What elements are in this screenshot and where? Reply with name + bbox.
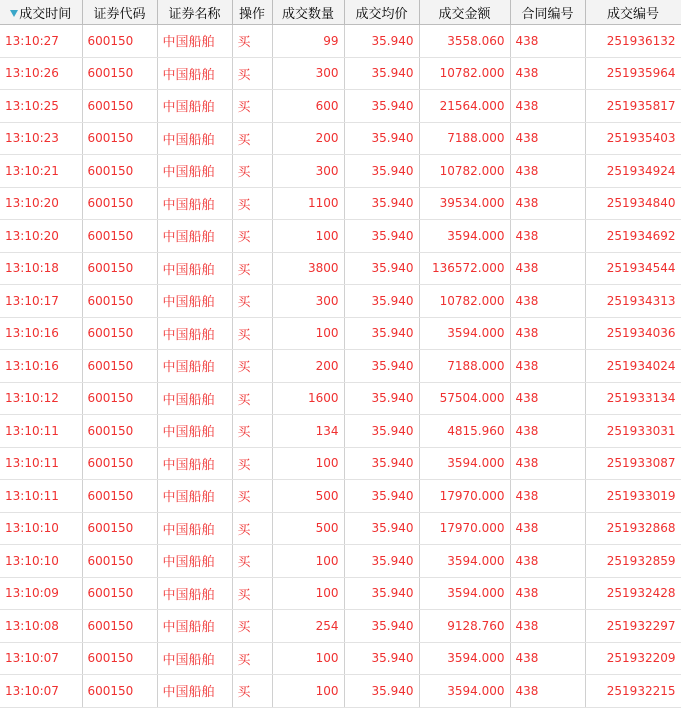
table-row[interactable]: [0, 25, 681, 58]
operation-cell: 买: [232, 220, 272, 253]
trade-number-cell: 251932428: [585, 577, 681, 610]
quantity-cell: 500: [272, 512, 344, 545]
contract-number-cell: 438: [510, 545, 585, 578]
security-code-cell: 600150: [82, 610, 157, 643]
column-header-contract-number[interactable]: 合同编号: [510, 0, 585, 25]
column-header-security-name[interactable]: 证券名称: [157, 0, 232, 25]
contract-number-cell: 438: [510, 317, 585, 350]
amount-cell: 3594.000: [419, 675, 510, 708]
contract-number-cell: 438: [510, 382, 585, 415]
contract-number-cell: 438: [510, 25, 585, 58]
column-header-security-code[interactable]: 证券代码: [82, 0, 157, 25]
table-row[interactable]: [0, 545, 681, 578]
trade-number-cell: 251934313: [585, 285, 681, 318]
security-code-cell: 600150: [82, 382, 157, 415]
trade-time-cell: 13:10:16: [0, 317, 82, 350]
trade-number-cell: 251935817: [585, 90, 681, 123]
trade-number-cell: 251935403: [585, 122, 681, 155]
trade-number-cell: 251934024: [585, 350, 681, 383]
security-name-cell: 中国船舶: [157, 642, 232, 675]
quantity-cell: 200: [272, 122, 344, 155]
security-code-cell: 600150: [82, 447, 157, 480]
operation-cell: 买: [232, 122, 272, 155]
operation-cell: 买: [232, 90, 272, 123]
amount-cell: 7188.000: [419, 122, 510, 155]
avg-price-cell: 35.940: [344, 155, 419, 188]
avg-price-cell: 35.940: [344, 382, 419, 415]
quantity-cell: 254: [272, 610, 344, 643]
security-name-cell: 中国船舶: [157, 252, 232, 285]
avg-price-cell: 35.940: [344, 675, 419, 708]
contract-number-cell: 438: [510, 447, 585, 480]
trade-number-cell: 251936132: [585, 25, 681, 58]
security-name-cell: 中国船舶: [157, 57, 232, 90]
avg-price-cell: 35.940: [344, 577, 419, 610]
contract-number-cell: 438: [510, 122, 585, 155]
operation-cell: 买: [232, 610, 272, 643]
trade-number-cell: 251932215: [585, 675, 681, 708]
table-row[interactable]: [0, 382, 681, 415]
contract-number-cell: 438: [510, 480, 585, 513]
triangle-down-icon: [10, 10, 18, 17]
amount-cell: 4815.960: [419, 415, 510, 448]
security-code-cell: 600150: [82, 642, 157, 675]
contract-number-cell: 438: [510, 187, 585, 220]
security-code-cell: 600150: [82, 57, 157, 90]
avg-price-cell: 35.940: [344, 610, 419, 643]
trade-time-cell: 13:10:10: [0, 545, 82, 578]
trade-number-cell: 251934036: [585, 317, 681, 350]
amount-cell: 10782.000: [419, 285, 510, 318]
quantity-cell: 300: [272, 57, 344, 90]
avg-price-cell: 35.940: [344, 415, 419, 448]
avg-price-cell: 35.940: [344, 512, 419, 545]
amount-cell: 10782.000: [419, 155, 510, 188]
contract-number-cell: 438: [510, 90, 585, 123]
security-code-cell: 600150: [82, 512, 157, 545]
amount-cell: 9128.760: [419, 610, 510, 643]
table-row[interactable]: [0, 187, 681, 220]
column-header-trade-number[interactable]: 成交编号: [585, 0, 681, 25]
quantity-cell: 100: [272, 642, 344, 675]
security-name-cell: 中国船舶: [157, 512, 232, 545]
operation-cell: 买: [232, 415, 272, 448]
trade-time-cell: 13:10:27: [0, 25, 82, 58]
security-name-cell: 中国船舶: [157, 317, 232, 350]
avg-price-cell: 35.940: [344, 122, 419, 155]
security-name-cell: 中国船舶: [157, 90, 232, 123]
amount-cell: 3594.000: [419, 447, 510, 480]
contract-number-cell: 438: [510, 642, 585, 675]
security-code-cell: 600150: [82, 415, 157, 448]
table-body: [0, 25, 681, 708]
table-row[interactable]: [0, 285, 681, 318]
security-name-cell: 中国船舶: [157, 285, 232, 318]
operation-cell: 买: [232, 252, 272, 285]
operation-cell: 买: [232, 642, 272, 675]
trade-number-cell: 251934692: [585, 220, 681, 253]
table-row[interactable]: [0, 610, 681, 643]
table-row[interactable]: [0, 642, 681, 675]
quantity-cell: 100: [272, 675, 344, 708]
trade-time-cell: 13:10:20: [0, 220, 82, 253]
trade-number-cell: 251935964: [585, 57, 681, 90]
security-code-cell: 600150: [82, 90, 157, 123]
column-header-trade-time[interactable]: 成交时间: [0, 0, 82, 25]
amount-cell: 10782.000: [419, 57, 510, 90]
column-header-amount[interactable]: 成交金额: [419, 0, 510, 25]
security-name-cell: 中国船舶: [157, 155, 232, 188]
quantity-cell: 134: [272, 415, 344, 448]
table-row[interactable]: [0, 57, 681, 90]
security-name-cell: 中国船舶: [157, 122, 232, 155]
table-row[interactable]: [0, 447, 681, 480]
amount-cell: 21564.000: [419, 90, 510, 123]
trade-time-cell: 13:10:12: [0, 382, 82, 415]
table-row[interactable]: [0, 220, 681, 253]
trade-time-cell: 13:10:11: [0, 480, 82, 513]
security-code-cell: 600150: [82, 220, 157, 253]
operation-cell: 买: [232, 317, 272, 350]
trade-time-cell: 13:10:16: [0, 350, 82, 383]
table-row[interactable]: [0, 122, 681, 155]
quantity-cell: 3800: [272, 252, 344, 285]
quantity-cell: 300: [272, 155, 344, 188]
operation-cell: 买: [232, 675, 272, 708]
amount-cell: 7188.000: [419, 350, 510, 383]
contract-number-cell: 438: [510, 285, 585, 318]
trade-time-cell: 13:10:25: [0, 90, 82, 123]
security-code-cell: 600150: [82, 25, 157, 58]
table-row[interactable]: [0, 415, 681, 448]
operation-cell: 买: [232, 512, 272, 545]
amount-cell: 3594.000: [419, 642, 510, 675]
column-header-operation[interactable]: 操作: [232, 0, 272, 25]
quantity-cell: 100: [272, 545, 344, 578]
quantity-cell: 99: [272, 25, 344, 58]
table-row[interactable]: [0, 675, 681, 708]
security-name-cell: 中国船舶: [157, 577, 232, 610]
trade-time-cell: 13:10:18: [0, 252, 82, 285]
contract-number-cell: 438: [510, 252, 585, 285]
security-name-cell: 中国船舶: [157, 350, 232, 383]
avg-price-cell: 35.940: [344, 480, 419, 513]
table-row[interactable]: [0, 350, 681, 383]
avg-price-cell: 35.940: [344, 285, 419, 318]
security-code-cell: 600150: [82, 122, 157, 155]
contract-number-cell: 438: [510, 512, 585, 545]
operation-cell: 买: [232, 545, 272, 578]
security-name-cell: 中国船舶: [157, 382, 232, 415]
operation-cell: 买: [232, 350, 272, 383]
amount-cell: 3594.000: [419, 220, 510, 253]
operation-cell: 买: [232, 577, 272, 610]
avg-price-cell: 35.940: [344, 90, 419, 123]
security-name-cell: 中国船舶: [157, 220, 232, 253]
table-row[interactable]: [0, 155, 681, 188]
contract-number-cell: 438: [510, 415, 585, 448]
avg-price-cell: 35.940: [344, 545, 419, 578]
trade-time-cell: 13:10:26: [0, 57, 82, 90]
amount-cell: 17970.000: [419, 480, 510, 513]
table-row[interactable]: [0, 90, 681, 123]
table-row[interactable]: [0, 252, 681, 285]
security-code-cell: 600150: [82, 545, 157, 578]
security-code-cell: 600150: [82, 285, 157, 318]
table-row[interactable]: [0, 512, 681, 545]
trade-number-cell: 251934544: [585, 252, 681, 285]
operation-cell: 买: [232, 187, 272, 220]
amount-cell: 57504.000: [419, 382, 510, 415]
trade-number-cell: 251933031: [585, 415, 681, 448]
avg-price-cell: 35.940: [344, 317, 419, 350]
quantity-cell: 1100: [272, 187, 344, 220]
trade-time-cell: 13:10:17: [0, 285, 82, 318]
avg-price-cell: 35.940: [344, 447, 419, 480]
quantity-cell: 100: [272, 577, 344, 610]
security-name-cell: 中国船舶: [157, 25, 232, 58]
quantity-cell: 100: [272, 447, 344, 480]
operation-cell: 买: [232, 155, 272, 188]
security-code-cell: 600150: [82, 577, 157, 610]
security-name-cell: 中国船舶: [157, 187, 232, 220]
avg-price-cell: 35.940: [344, 220, 419, 253]
quantity-cell: 1600: [272, 382, 344, 415]
trade-time-cell: 13:10:11: [0, 447, 82, 480]
avg-price-cell: 35.940: [344, 57, 419, 90]
table-row[interactable]: [0, 317, 681, 350]
contract-number-cell: 438: [510, 577, 585, 610]
amount-cell: 3594.000: [419, 545, 510, 578]
security-code-cell: 600150: [82, 480, 157, 513]
avg-price-cell: 35.940: [344, 350, 419, 383]
operation-cell: 买: [232, 447, 272, 480]
quantity-cell: 600: [272, 90, 344, 123]
security-name-cell: 中国船舶: [157, 610, 232, 643]
quantity-cell: 300: [272, 285, 344, 318]
security-code-cell: 600150: [82, 187, 157, 220]
amount-cell: 136572.000: [419, 252, 510, 285]
security-name-cell: 中国船舶: [157, 675, 232, 708]
amount-cell: 17970.000: [419, 512, 510, 545]
trade-number-cell: 251932209: [585, 642, 681, 675]
contract-number-cell: 438: [510, 675, 585, 708]
security-code-cell: 600150: [82, 155, 157, 188]
trade-time-cell: 13:10:07: [0, 675, 82, 708]
security-name-cell: 中国船舶: [157, 480, 232, 513]
security-code-cell: 600150: [82, 675, 157, 708]
column-header-quantity[interactable]: 成交数量: [272, 0, 344, 25]
security-name-cell: 中国船舶: [157, 447, 232, 480]
trade-time-cell: 13:10:10: [0, 512, 82, 545]
amount-cell: 3594.000: [419, 317, 510, 350]
operation-cell: 买: [232, 57, 272, 90]
quantity-cell: 100: [272, 220, 344, 253]
trade-number-cell: 251932868: [585, 512, 681, 545]
security-code-cell: 600150: [82, 317, 157, 350]
trade-number-cell: 251933087: [585, 447, 681, 480]
trade-number-cell: 251932859: [585, 545, 681, 578]
security-name-cell: 中国船舶: [157, 415, 232, 448]
operation-cell: 买: [232, 480, 272, 513]
trade-number-cell: 251932297: [585, 610, 681, 643]
trade-time-cell: 13:10:20: [0, 187, 82, 220]
header-row: [0, 0, 681, 25]
operation-cell: 买: [232, 285, 272, 318]
security-name-cell: 中国船舶: [157, 545, 232, 578]
trade-time-cell: 13:10:09: [0, 577, 82, 610]
amount-cell: 3558.060: [419, 25, 510, 58]
table-row[interactable]: [0, 577, 681, 610]
trade-number-cell: 251933134: [585, 382, 681, 415]
avg-price-cell: 35.940: [344, 252, 419, 285]
security-code-cell: 600150: [82, 252, 157, 285]
security-code-cell: 600150: [82, 350, 157, 383]
trade-number-cell: 251933019: [585, 480, 681, 513]
trade-number-cell: 251934924: [585, 155, 681, 188]
trade-time-cell: 13:10:21: [0, 155, 82, 188]
trade-time-cell: 13:10:08: [0, 610, 82, 643]
avg-price-cell: 35.940: [344, 642, 419, 675]
operation-cell: 买: [232, 25, 272, 58]
trade-time-cell: 13:10:11: [0, 415, 82, 448]
trade-time-cell: 13:10:07: [0, 642, 82, 675]
amount-cell: 39534.000: [419, 187, 510, 220]
quantity-cell: 100: [272, 317, 344, 350]
column-header-avg-price[interactable]: 成交均价: [344, 0, 419, 25]
trade-number-cell: 251934840: [585, 187, 681, 220]
contract-number-cell: 438: [510, 57, 585, 90]
contract-number-cell: 438: [510, 350, 585, 383]
operation-cell: 买: [232, 382, 272, 415]
table-row[interactable]: [0, 480, 681, 513]
trade-time-cell: 13:10:23: [0, 122, 82, 155]
contract-number-cell: 438: [510, 610, 585, 643]
table-header: [0, 0, 681, 25]
amount-cell: 3594.000: [419, 577, 510, 610]
avg-price-cell: 35.940: [344, 25, 419, 58]
contract-number-cell: 438: [510, 220, 585, 253]
avg-price-cell: 35.940: [344, 187, 419, 220]
quantity-cell: 500: [272, 480, 344, 513]
contract-number-cell: 438: [510, 155, 585, 188]
quantity-cell: 200: [272, 350, 344, 383]
